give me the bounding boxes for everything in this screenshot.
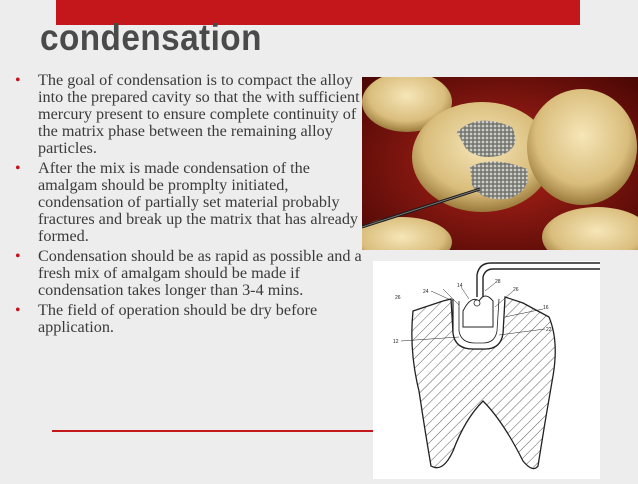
tooth-diagram-drawing (373, 261, 600, 479)
bullet-item (15, 160, 365, 245)
bullet-text: The field of operation should be dry before application. (38, 301, 318, 336)
bullet-item (15, 302, 365, 336)
bullet-item (15, 72, 365, 157)
bullet-text: The goal of condensation is to compact the alloy into the prepared cavity so that the with sufficient mercury present to ensure complete continuity of the matrix phase between the remaining alloy particles. (38, 71, 360, 157)
diagram-label: 16 (543, 305, 549, 311)
bullet-item (15, 248, 365, 299)
diagram-label: 12 (393, 339, 399, 345)
slide-title: condensation (40, 17, 262, 58)
bullet-marker: • (15, 72, 21, 89)
diagram-label: 26 (395, 295, 401, 301)
bullet-list (15, 72, 365, 339)
bullet-marker: • (15, 302, 21, 319)
tooth-photo-illustration (362, 77, 638, 250)
diagram-label: 14 (457, 283, 463, 289)
diagram-label: 28 (495, 279, 501, 285)
bullet-text: After the mix is made condensation of the amalgam should be promplty initiated, condensation of partially set material probably fractures and break up the matrix that has already formed. (38, 159, 359, 245)
tooth-cross-section-diagram (373, 261, 600, 479)
bullet-marker: • (15, 248, 21, 265)
diagram-label: 22 (546, 327, 552, 333)
bottom-accent-rule (52, 430, 373, 432)
diagram-label: 26 (513, 287, 519, 293)
amalgam-tooth-photo (362, 77, 638, 250)
diagram-label: 24 (423, 289, 429, 295)
bullet-text: Condensation should be as rapid as possible and a fresh mix of amalgam should be made if condensation takes longer than 3-4 mins. (38, 247, 362, 299)
bullet-marker: • (15, 160, 21, 177)
